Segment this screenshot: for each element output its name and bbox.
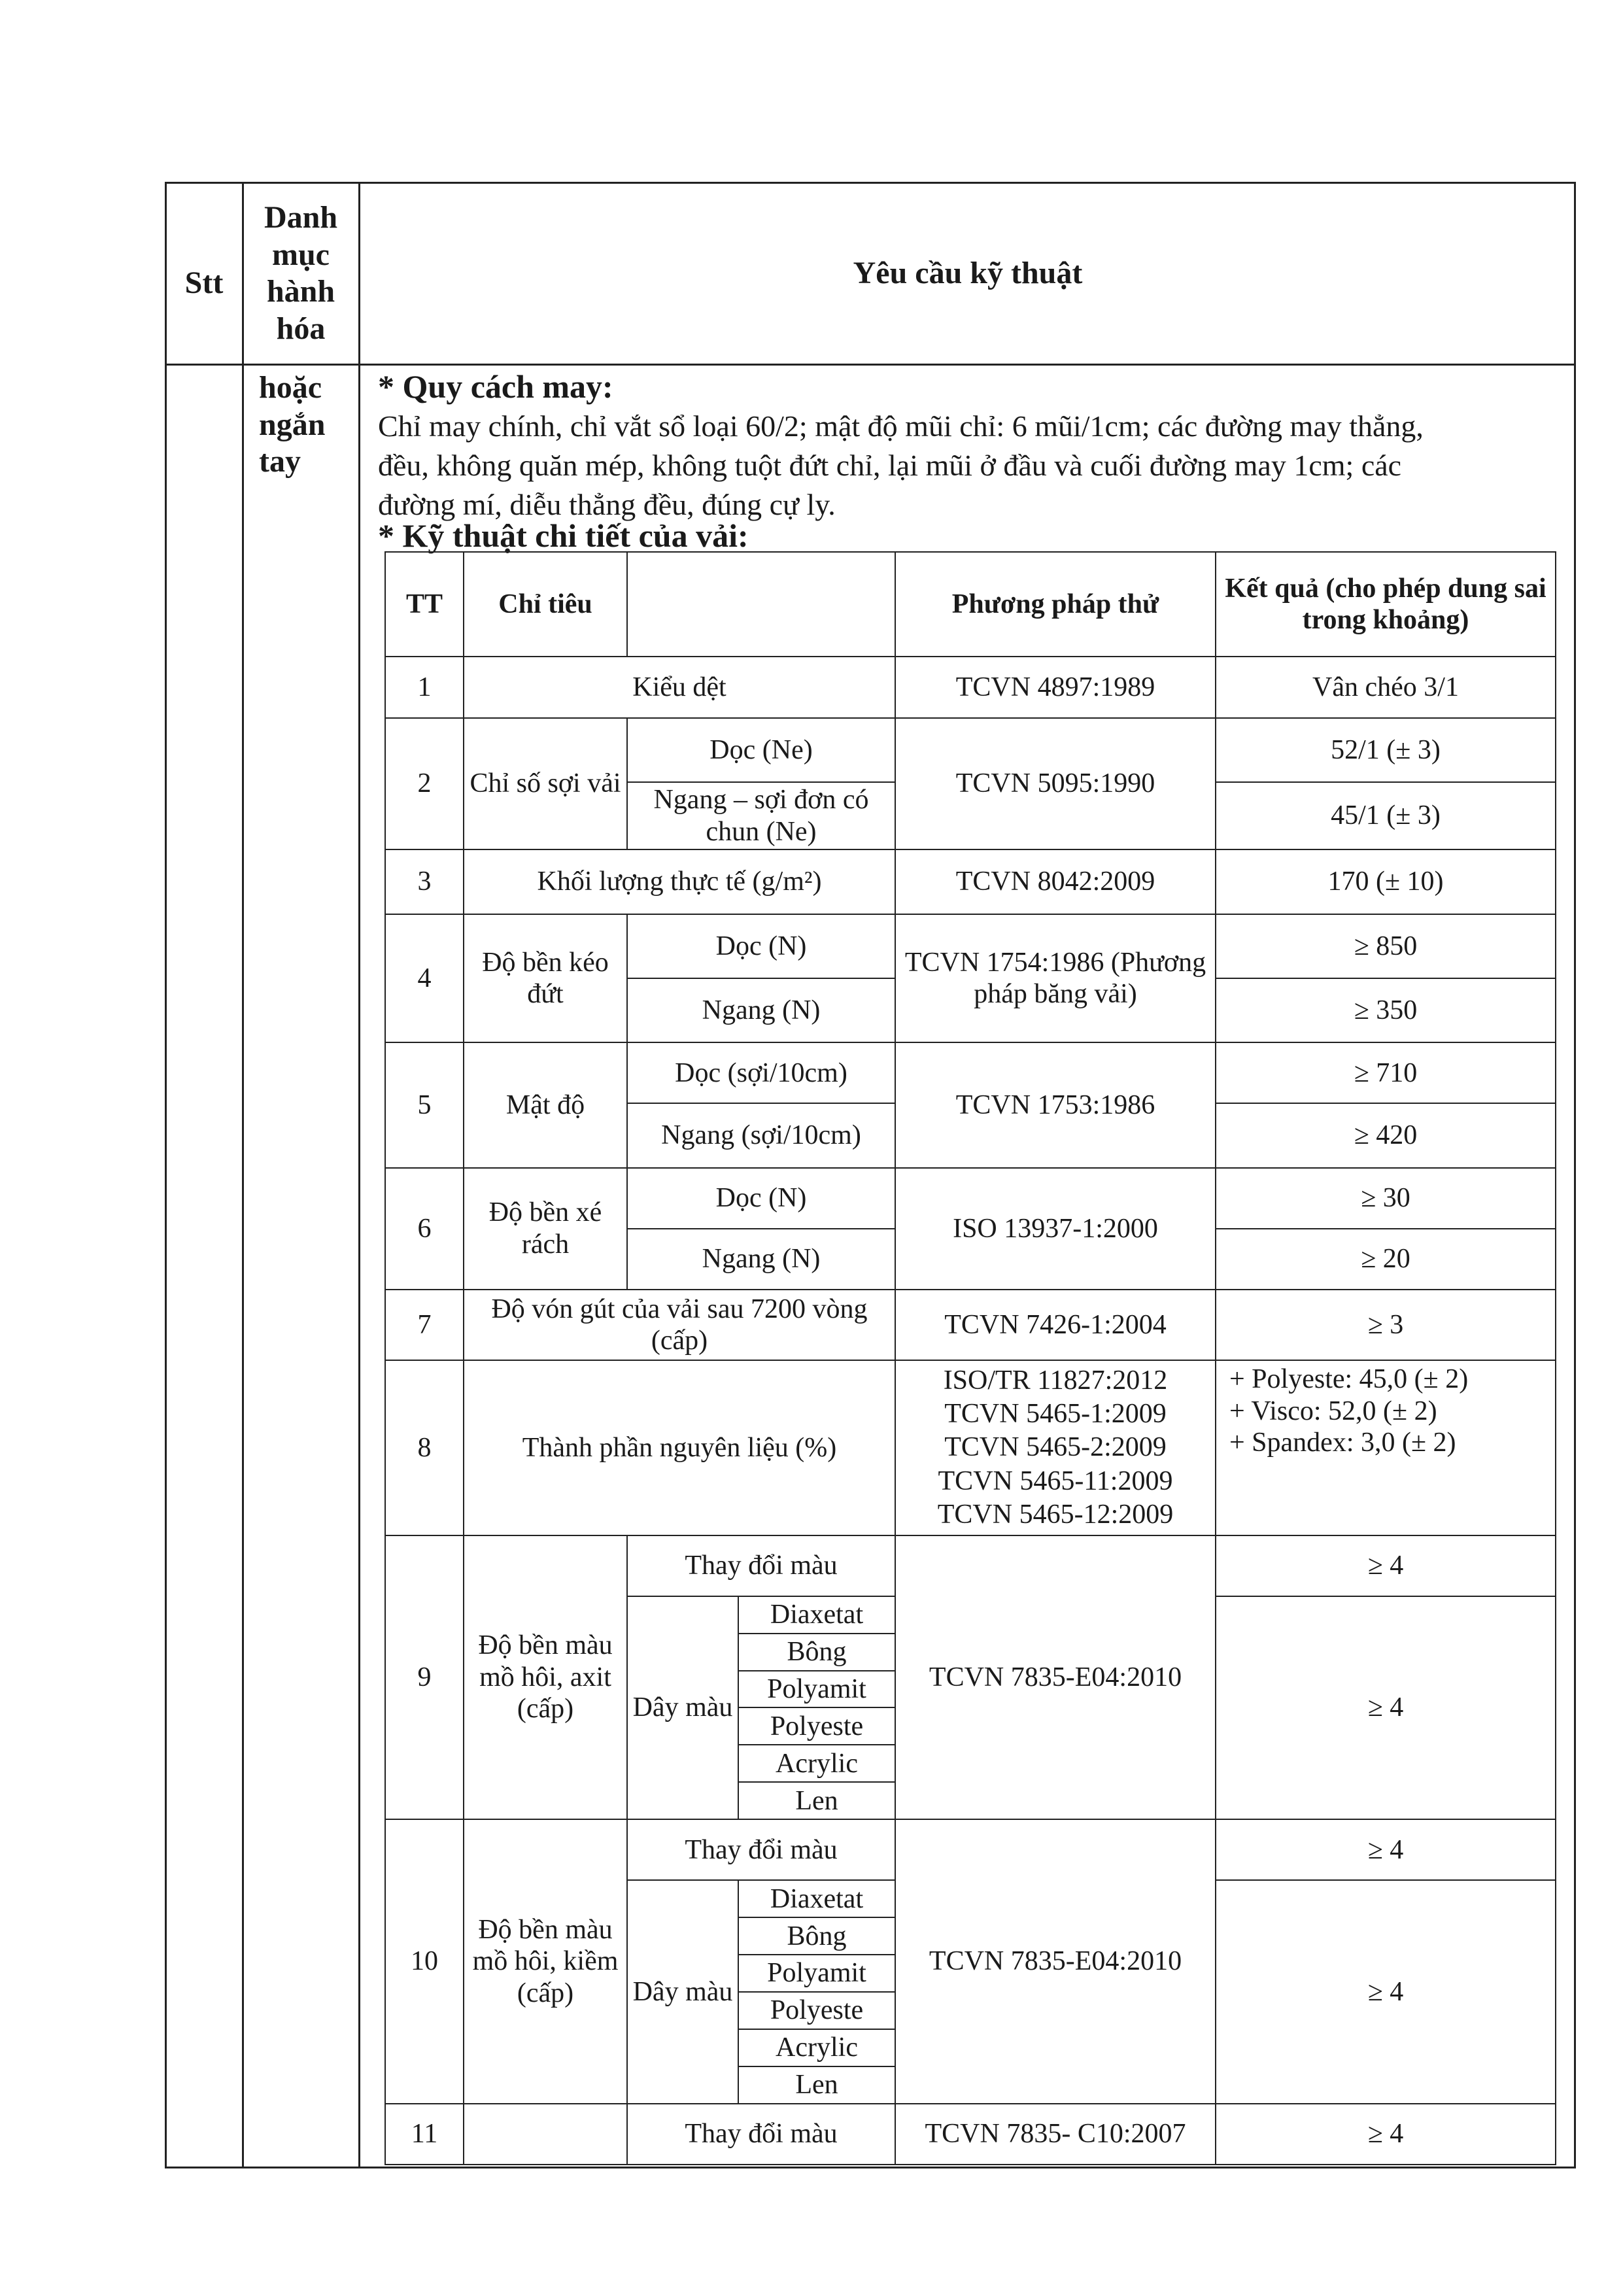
row4-tt: 4 xyxy=(385,914,464,1043)
row9-fiber: Polyamit xyxy=(738,1671,895,1708)
row11-result: ≥ 4 xyxy=(1216,2104,1556,2165)
row10-fiber: Len xyxy=(738,2066,895,2104)
row7-name: Độ vón gút của vải sau 7200 vòng (cấp) xyxy=(464,1290,895,1361)
row11-method: TCVN 7835- C10:2007 xyxy=(895,2104,1216,2165)
row11-sub: Thay đổi màu xyxy=(627,2104,895,2165)
row9-thay-doi: Thay đổi màu xyxy=(627,1535,895,1596)
row10-fiber: Polyamit xyxy=(738,1955,895,1992)
row9-res1: ≥ 4 xyxy=(1216,1535,1556,1596)
outer-col-divider-2 xyxy=(358,182,360,2168)
row6-method: ISO 13937-1:2000 xyxy=(895,1168,1216,1290)
row8-method-line: TCVN 5465-12:2009 xyxy=(937,1499,1174,1530)
row7-tt: 7 xyxy=(385,1290,464,1361)
row8-result-line: + Spandex: 3,0 (± 2) xyxy=(1229,1428,1456,1458)
danh-muc-line: Danh xyxy=(264,200,338,235)
row8-result-line: + Visco: 52,0 (± 2) xyxy=(1229,1396,1437,1426)
row8-method-line: ISO/TR 11827:2012 xyxy=(943,1365,1168,1396)
stt-header: Stt xyxy=(184,266,224,300)
danh-muc-line: hóa xyxy=(276,311,326,346)
continuation-line: hoặc xyxy=(259,370,322,405)
danh-muc-line: mục xyxy=(272,237,330,272)
row2-res1: 52/1 (± 3) xyxy=(1216,718,1556,782)
row6-res1: ≥ 30 xyxy=(1216,1168,1556,1229)
quy-cach-line: đều, không quăn mép, không tuột đứt chỉ, lại mũi ở đầu và cuối đường may 1cm; các xyxy=(378,448,1402,482)
danh-muc-header xyxy=(245,199,357,348)
row1-tt: 1 xyxy=(385,657,464,717)
quy-cach-heading: * Quy cách may: xyxy=(378,368,613,405)
row3-method: TCVN 8042:2009 xyxy=(895,849,1216,914)
row11-name xyxy=(464,2104,627,2165)
row2-res2: 45/1 (± 3) xyxy=(1216,782,1556,849)
row6-tt: 6 xyxy=(385,1168,464,1290)
row2-sub2: Ngang – sợi đơn có chun (Ne) xyxy=(627,782,895,849)
row8-tt: 8 xyxy=(385,1360,464,1535)
outer-col-divider-1 xyxy=(242,182,244,2168)
row5-method: TCVN 1753:1986 xyxy=(895,1042,1216,1167)
row5-tt: 5 xyxy=(385,1042,464,1167)
row9-fiber: Acrylic xyxy=(738,1745,895,1782)
row11-tt: 11 xyxy=(385,2104,464,2165)
row2-name: Chỉ số sợi vải xyxy=(464,718,627,850)
row10-fiber: Diaxetat xyxy=(738,1880,895,1917)
row3-tt: 3 xyxy=(385,849,464,914)
row5-res1: ≥ 710 xyxy=(1216,1042,1556,1103)
row7-result: ≥ 3 xyxy=(1216,1290,1556,1361)
row9-fiber: Bông xyxy=(738,1634,895,1671)
row2-method: TCVN 5095:1990 xyxy=(895,718,1216,850)
row10-tt: 10 xyxy=(385,1819,464,2104)
row9-fiber: Diaxetat xyxy=(738,1596,895,1634)
row9-method: TCVN 7835-E04:2010 xyxy=(895,1535,1216,1820)
row6-sub2: Ngang (N) xyxy=(627,1229,895,1290)
row8-results xyxy=(1216,1360,1556,1535)
row10-name: Độ bền màu mồ hôi, kiềm (cấp) xyxy=(464,1819,627,2104)
row3-result: 170 (± 10) xyxy=(1216,849,1556,914)
quy-cach-line: Chỉ may chính, chỉ vắt sổ loại 60/2; mật độ mũi chỉ: 6 mũi/1cm; các đường may thẳng, xyxy=(378,409,1424,443)
row8-methods xyxy=(895,1360,1216,1535)
row10-thay-doi: Thay đổi màu xyxy=(627,1819,895,1880)
row8-method-line: TCVN 5465-2:2009 xyxy=(944,1432,1167,1463)
row10-fiber: Acrylic xyxy=(738,2029,895,2066)
outer-header-divider xyxy=(165,364,1576,366)
row10-method: TCVN 7835-E04:2010 xyxy=(895,1819,1216,2104)
th-phuong-phap: Phương pháp thử xyxy=(895,552,1216,657)
row4-method: TCVN 1754:1986 (Phương pháp băng vải) xyxy=(895,914,1216,1043)
row8-method-line: TCVN 5465-11:2009 xyxy=(938,1465,1173,1496)
row2-tt: 2 xyxy=(385,718,464,850)
row9-fiber: Len xyxy=(738,1782,895,1819)
row9-name: Độ bền màu mồ hôi, axit (cấp) xyxy=(464,1535,627,1820)
row8-method-line: TCVN 5465-1:2009 xyxy=(944,1399,1167,1430)
row1-method: TCVN 4897:1989 xyxy=(895,657,1216,717)
th-tt: TT xyxy=(385,552,464,657)
row10-day-mau: Dây màu xyxy=(627,1880,738,2103)
row1-result: Vân chéo 3/1 xyxy=(1216,657,1556,717)
row5-name: Mật độ xyxy=(464,1042,627,1167)
row8-name: Thành phần nguyên liệu (%) xyxy=(464,1360,895,1535)
row9-res2: ≥ 4 xyxy=(1216,1596,1556,1819)
row9-day-mau: Dây màu xyxy=(627,1596,738,1819)
row4-sub2: Ngang (N) xyxy=(627,978,895,1042)
row5-sub1: Dọc (sợi/10cm) xyxy=(627,1042,895,1103)
row2-sub1: Dọc (Ne) xyxy=(627,718,895,782)
quy-cach-body xyxy=(378,407,1562,524)
row10-res2: ≥ 4 xyxy=(1216,1880,1556,2103)
spec-table xyxy=(384,551,1556,2165)
th-ket-qua: Kết quả (cho phép dung sai trong khoảng) xyxy=(1216,552,1556,657)
yeu-cau-header: Yêu cầu kỹ thuật xyxy=(853,256,1083,290)
row10-fiber: Bông xyxy=(738,1917,895,1955)
row4-sub1: Dọc (N) xyxy=(627,914,895,978)
continuation-line: ngắn xyxy=(259,407,326,442)
left-col-continuation xyxy=(259,369,357,481)
row9-tt: 9 xyxy=(385,1535,464,1820)
th-chi-tieu: Chỉ tiêu xyxy=(464,552,627,657)
row1-name: Kiểu dệt xyxy=(464,657,895,717)
row3-name: Khối lượng thực tế (g/m²) xyxy=(464,849,895,914)
row8-result-line: + Polyeste: 45,0 (± 2) xyxy=(1229,1364,1469,1395)
row6-sub1: Dọc (N) xyxy=(627,1168,895,1229)
row9-fiber: Polyeste xyxy=(738,1707,895,1745)
th-empty xyxy=(627,552,895,657)
row6-res2: ≥ 20 xyxy=(1216,1229,1556,1290)
ky-thuat-heading: * Kỹ thuật chi tiết của vải: xyxy=(378,517,749,554)
quy-cach-line: đường mí, diễu thẳng đều, đúng cự ly. xyxy=(378,487,836,521)
row7-method: TCVN 7426-1:2004 xyxy=(895,1290,1216,1361)
continuation-line: tay xyxy=(259,444,301,479)
row10-res1: ≥ 4 xyxy=(1216,1819,1556,1880)
row5-sub2: Ngang (sợi/10cm) xyxy=(627,1103,895,1167)
row10-fiber: Polyeste xyxy=(738,1992,895,2029)
row6-name: Độ bền xé rách xyxy=(464,1168,627,1290)
row4-name: Độ bền kéo đứt xyxy=(464,914,627,1043)
row4-res2: ≥ 350 xyxy=(1216,978,1556,1042)
danh-muc-line: hành xyxy=(266,274,335,309)
row4-res1: ≥ 850 xyxy=(1216,914,1556,978)
row5-res2: ≥ 420 xyxy=(1216,1103,1556,1167)
